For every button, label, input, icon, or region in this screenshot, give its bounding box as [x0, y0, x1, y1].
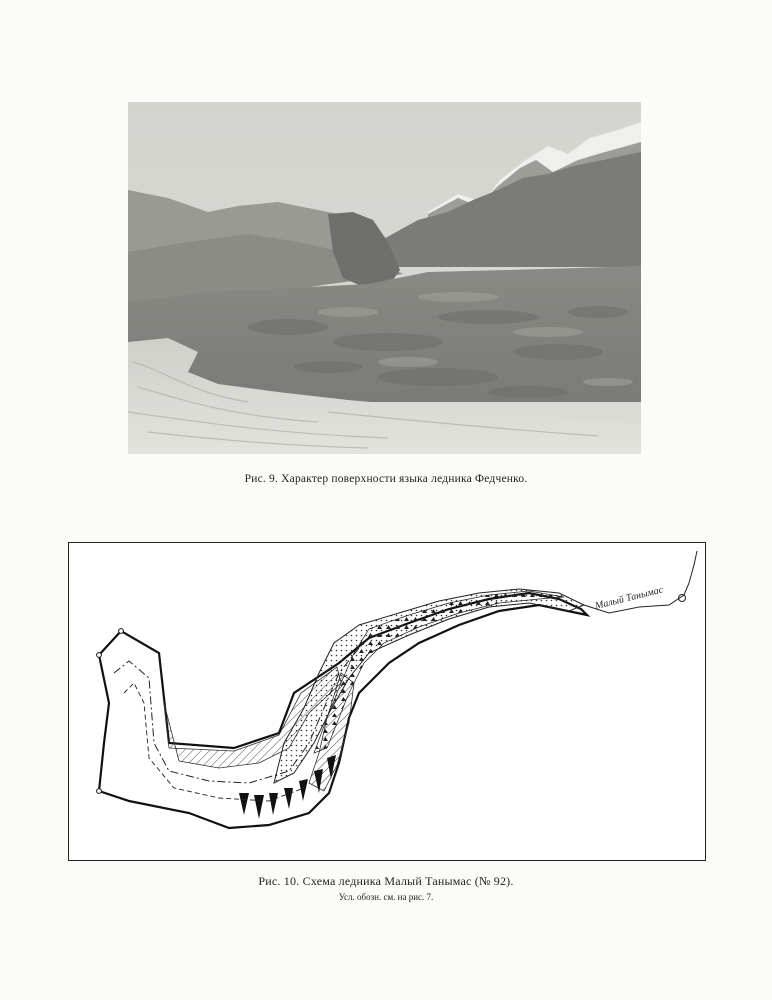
- outline-vertex-icon: [97, 653, 102, 658]
- figure-9-caption: Рис. 9. Характер поверхности языка ледника Федченко.: [244, 473, 528, 485]
- stream-label: Малый Танымас: [594, 584, 665, 612]
- figure-10-caption: Рис. 10. Схема ледника Малый Танымас (№ 92).: [258, 874, 514, 888]
- glacier-photo: [128, 102, 641, 454]
- glacier-schema-map: [68, 542, 706, 861]
- outline-vertex-icon: [97, 789, 102, 794]
- outline-vertex-icon: [119, 629, 124, 634]
- moraine-band: [314, 591, 564, 753]
- figure-10-subcaption: Усл. обозн. см. на рис. 7.: [338, 892, 434, 902]
